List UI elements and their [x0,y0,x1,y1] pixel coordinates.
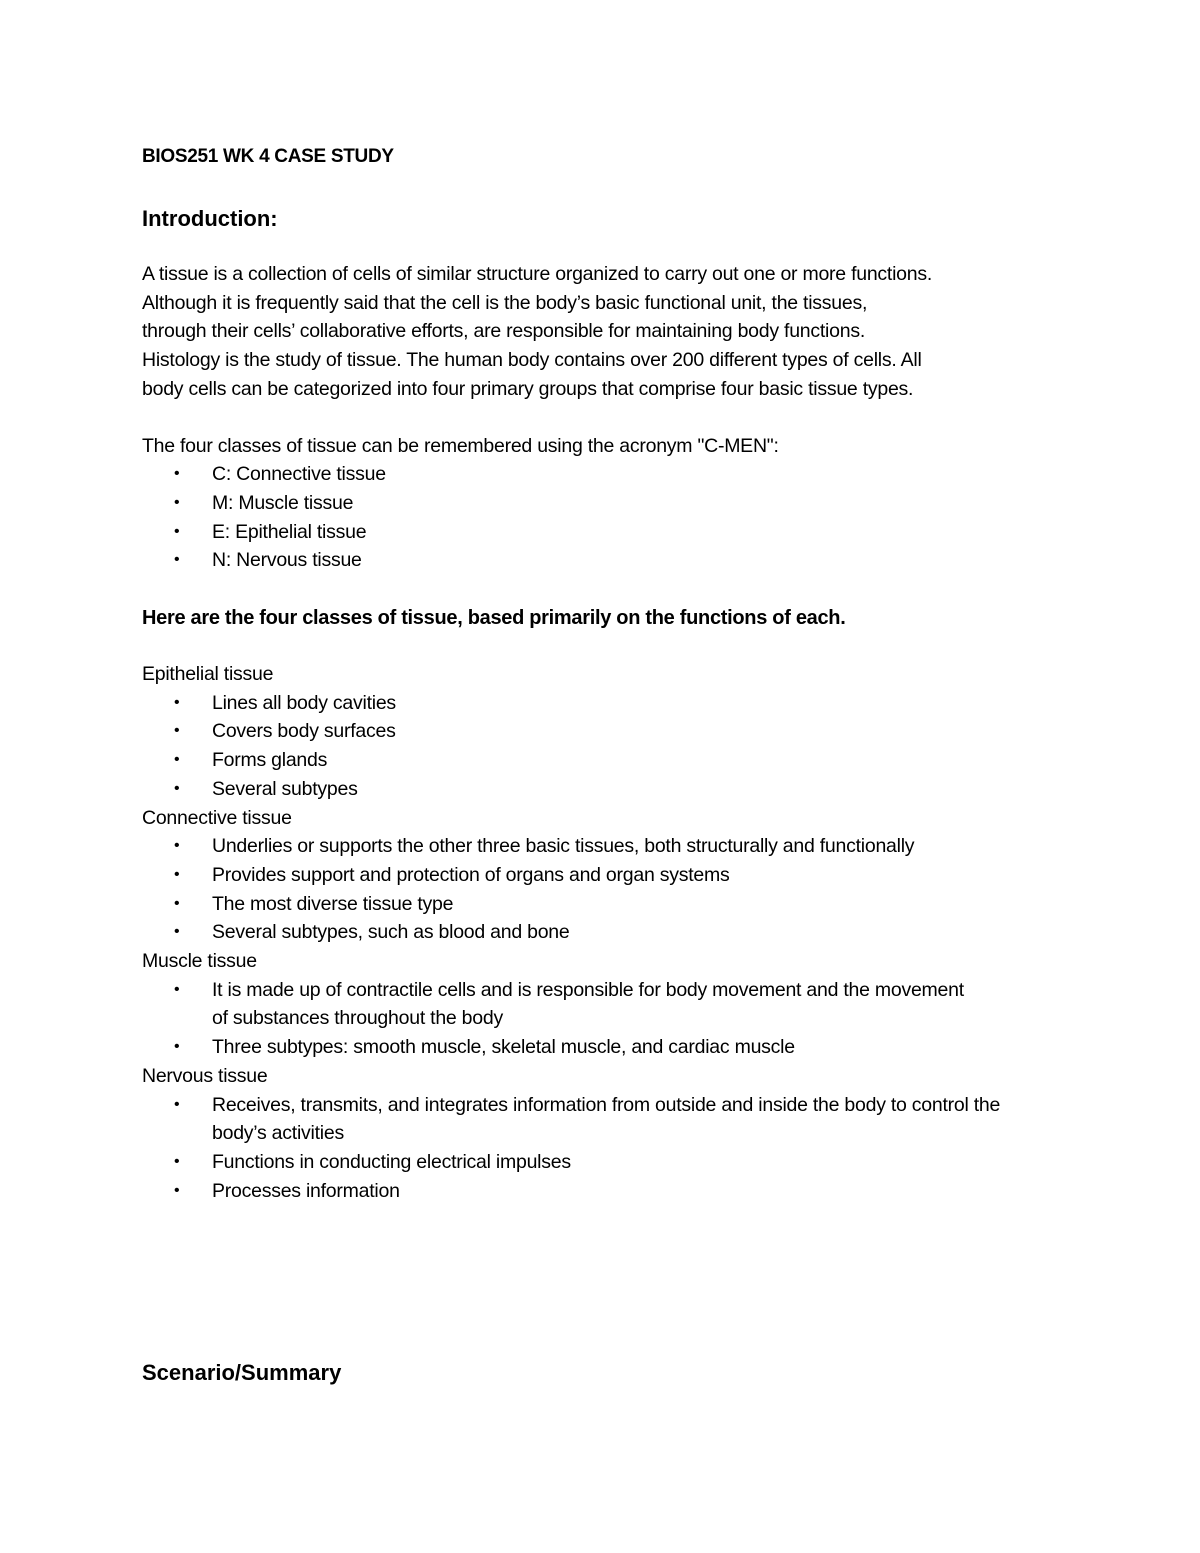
paragraph-line: Histology is the study of tissue. The human body contains over 200 different types of cells. All [142,349,922,372]
bullet-icon: • [174,779,180,797]
bullet-icon: • [174,1038,180,1056]
nervous-list [142,1091,1082,1206]
paragraph-line: through their cells’ collaborative efforts, are responsible for maintaining body functions. [142,320,865,343]
paragraph-line: Although it is frequently said that the cell is the body’s basic functional unit, the tissues, [142,291,868,314]
bullet-icon: • [174,1181,180,1199]
bullet-icon: • [174,837,180,855]
paragraph-line: A tissue is a collection of cells of similar structure organized to carry out one or more functions. [142,263,933,285]
bullet-icon: • [174,693,180,711]
bullet-icon: • [174,894,180,912]
group-heading-epithelial: Epithelial tissue [142,663,274,686]
muscle-list [142,976,1082,1062]
introduction-paragraph [142,260,1082,404]
bullet-icon: • [174,493,180,511]
bullet-icon: • [174,751,180,769]
bullet-icon: • [174,551,180,569]
acronym-lead: The four classes of tissue can be remembered using the acronym "C-MEN": [142,434,779,457]
bullet-icon: • [174,865,180,883]
list-item: • Receives, transmits, and integrates information from outside and inside the body to control the body’s activities [142,1091,1082,1148]
document-title: BIOS251 WK 4 CASE STUDY [142,146,394,167]
bullet-icon: • [174,980,180,998]
list-item: • The most diverse tissue type [142,890,1082,919]
bullet-icon: • [174,522,180,540]
list-item: • E: Epithelial tissue [142,518,1082,547]
list-item: • It is made up of contractile cells and is responsible for body movement and the movement of substances throughout the body [142,976,1082,1033]
scenario-heading: Scenario/Summary [142,1360,342,1385]
epithelial-list [142,689,1082,804]
bullet-icon: • [174,1095,180,1113]
paragraph-line: body cells can be categorized into four primary groups that comprise four basic tissue types. [142,377,914,400]
bullet-icon: • [174,722,180,740]
list-item: • N: Nervous tissue [142,546,1082,575]
bullet-icon: • [174,923,180,941]
group-heading-nervous: Nervous tissue [142,1064,268,1087]
list-item: • Provides support and protection of organs and organ systems [142,861,1082,890]
group-heading-connective: Connective tissue [142,806,292,829]
bullet-icon: • [174,465,180,483]
introduction-heading: Introduction: [142,206,278,231]
group-heading-muscle: Muscle tissue [142,950,257,973]
list-item: • Underlies or supports the other three basic tissues, both structurally and functionally [142,832,1082,861]
acronym-list [142,460,1082,575]
list-item: • Functions in conducting electrical impulses [142,1148,1082,1177]
list-item: • Lines all body cavities [142,689,1082,718]
list-item: • Several subtypes, such as blood and bone [142,918,1082,947]
list-item: • M: Muscle tissue [142,489,1082,518]
list-item: • Forms glands [142,746,1082,775]
connective-list [142,832,1082,947]
list-item: • Processes information [142,1177,1082,1206]
bullet-icon: • [174,1152,180,1170]
classes-heading: Here are the four classes of tissue, based primarily on the functions of each. [142,607,846,630]
list-item: • Three subtypes: smooth muscle, skeletal muscle, and cardiac muscle [142,1033,1082,1062]
list-item: • Covers body surfaces [142,717,1082,746]
document-body [142,143,1082,1205]
list-item: • Several subtypes [142,775,1082,804]
list-item: • C: Connective tissue [142,460,1082,489]
